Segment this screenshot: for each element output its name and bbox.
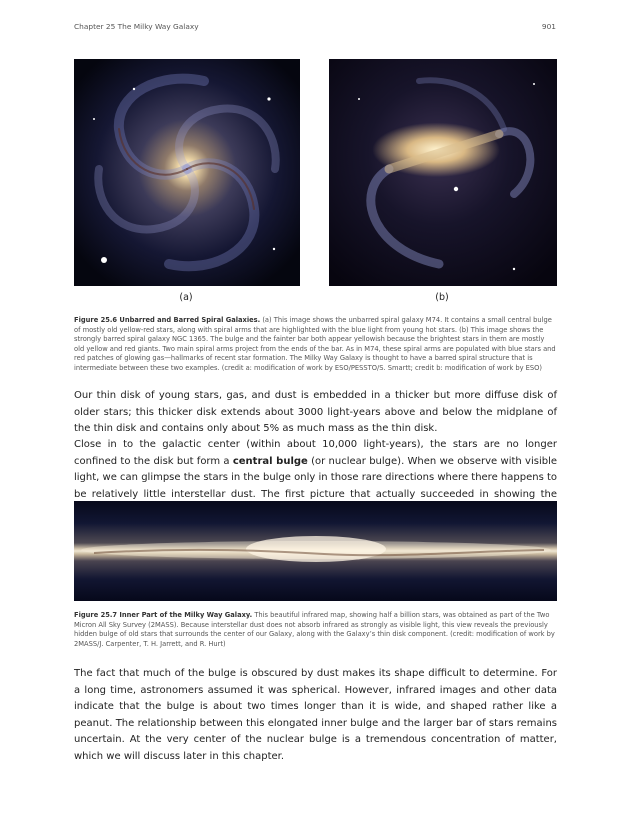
body-paragraph-1: Our thin disk of young stars, gas, and dust is embedded in a thicker but more diffuse disk of older stars; this thicker disk extends about 3000 light-years above and below the midplane of the thin disk and contains only about 5% as much mass as the thin disk. xyxy=(74,390,557,435)
figure-panel-label-b: (b) xyxy=(435,292,449,303)
paragraph-2-text-b: (or nuclear bulge). When we observe with visible light, we can glimpse the stars in the bulge only in those rare directions where there happens to be relatively little interstellar dust. The first picture that actually succeeded in showing the xyxy=(74,455,557,500)
figure-panel-label-a: (a) xyxy=(179,292,193,303)
key-term-central-bulge: central bulge xyxy=(232,455,308,467)
m74-galaxy-image xyxy=(74,59,300,286)
chapter-title: Chapter 25 The Milky Way Galaxy xyxy=(74,22,199,31)
barred-spiral-graphic xyxy=(329,59,557,286)
running-head xyxy=(74,22,556,36)
figure-25-7-title: Figure 25.7 Inner Part of the Milky Way Galaxy. xyxy=(74,611,253,619)
galactic-plane-graphic xyxy=(74,501,557,601)
paragraph-2-text-a: Close in to the galactic center (within about 10,000 light-years), the stars are no longer confined to the disk but form a xyxy=(74,439,557,467)
body-paragraph-3: The fact that much of the bulge is obscured by dust makes its shape difficult to determine. For a long time, astronomers assumed it was spherical. However, infrared images and other data indicate that the bulge is about two times longer than it is wide, and shaped rather like a peanut. The relationship between this elongated inner bulge and the larger bar of stars remains uncertain. At the very center of the nuclear bulge is a tremendous concentration of matter, which we will discuss later in this chapter. xyxy=(74,668,557,762)
figure-25-6-body: (a) This image shows the unbarred spiral galaxy M74. It contains a small central bulge of mostly old yellow-red stars, along with spiral arms that are highlighted with the blue light from young hot stars. (b) This image shows the strongly barred spiral galaxy NGC 1365. The bulge and the fainter bar both appear yellowish because the brightest stars in them are mostly old yellow and red giants. Two main spiral arms project from the ends of the bar. As in M74, these spiral arms are populated with blue stars and red patches of glowing gas—hallmarks of recent star formation. The Milky Way Galaxy is thought to have a barred spiral structure that is intermediate between these two examples. (credit a: modification of work by ESO/PESSTO/S. Smartt; credit b: modification of work by ESO) xyxy=(74,316,556,372)
spiral-arms-graphic xyxy=(74,59,300,286)
figure-25-6-title: Figure 25.6 Unbarred and Barred Spiral Galaxies. xyxy=(74,316,261,324)
figure-25-7-body: This beautiful infrared map, showing half a billion stars, was obtained as part of the Two Micron All Sky Survey (2MASS). Because interstellar dust does not absorb infrared as strongly as visible light, this view reveals the previously hidden bulge of old stars that surrounds the center of our Galaxy, along with the Galaxy’s thin disk component. (credit: modification of work by 2MASS/J. Carpenter, T. H. Jarrett, and R. Hurt) xyxy=(74,611,555,648)
figure-25-6-caption xyxy=(74,316,556,373)
milky-way-infrared-image xyxy=(74,501,557,601)
page-number: 901 xyxy=(541,22,556,31)
ngc1365-galaxy-image xyxy=(329,59,557,286)
figure-25-7-caption xyxy=(74,611,556,649)
